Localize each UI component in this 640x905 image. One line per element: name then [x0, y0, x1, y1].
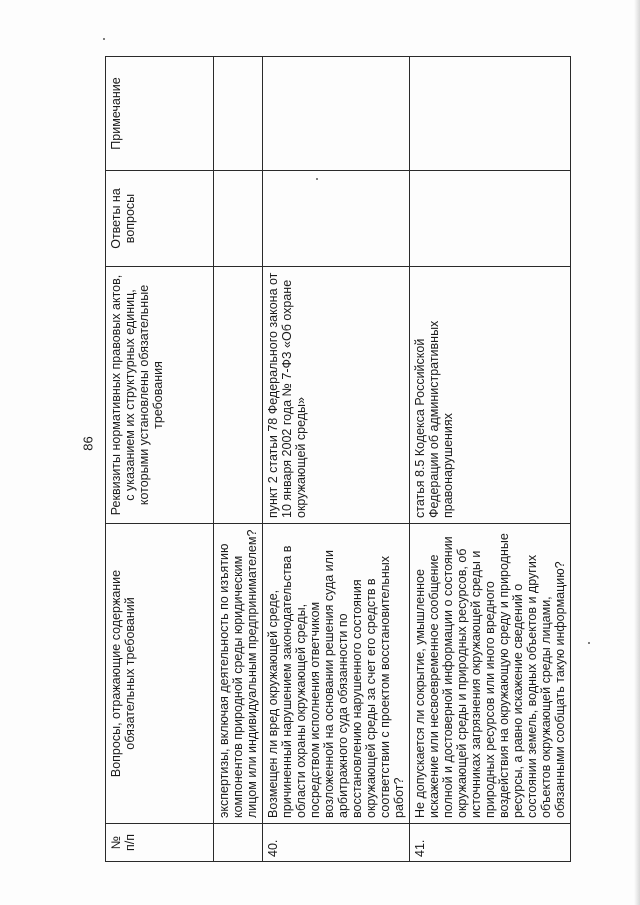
row-number [214, 824, 263, 862]
row-requisites: пункт 2 статьи 78 Федерального закона от 10 января 2002 года № 7-ФЗ «Об охране окружающей среды» [263, 267, 410, 524]
header-answers: Ответы на вопросы [106, 171, 214, 267]
scan-speck [588, 642, 590, 644]
table-row [410, 57, 571, 862]
row-number: 41. [410, 824, 571, 862]
row-requisites: статья 8.5 Кодекса Российской Федерации об административных правонарушениях [410, 267, 571, 524]
row-answer [214, 171, 263, 267]
row-number: 40. [263, 824, 410, 862]
row-answer [410, 171, 571, 267]
header-requisites: Реквизиты нормативных правовых актов, с указанием их структурных единиц, которыми установлены обязательные требования [106, 267, 214, 524]
row-question: Не допускается ли сокрытие, умышленное искажение или несвоевременное сообщение полной и достоверной информации о состоянии окружающей среды и природных ресурсов, об источниках загрязнения окружающей среды и природных ресурсов или иного вредного воздействия на окружающую среду и природные ресурсы, а равно искажение сведений о состоянии земель, водных объектов и других объектов окружающей среды лицами, обязанными сообщать такую информацию? [410, 524, 571, 824]
row-requisites [214, 267, 263, 524]
requirements-table [105, 56, 571, 862]
row-question: экспертизы, включая деятельность по изъятию компонентов природной среды юридическим лицом или индивидуальным предпринимателем? [214, 524, 263, 824]
header-num: № п/п [106, 824, 214, 862]
row-question: Возмещен ли вред окружающей среде, причиненный нарушением законодательства в области охраны окружающей среды, посредством исполнения ответчиком возложенной на основании решения суда или арбитражного суда обязанности по восстановлению нарушенного состояния окружающей среды за счет его средств в соответствии с проектом восстановительных работ? [263, 524, 410, 824]
header-question: Вопросы, отражающие содержание обязательных требований [106, 524, 214, 824]
row-answer [263, 171, 410, 267]
row-note [263, 57, 410, 171]
table-row [214, 57, 263, 862]
requirements-table-wrapper [105, 57, 567, 862]
table-header-row [106, 57, 214, 862]
row-note [410, 57, 571, 171]
table-row [263, 57, 410, 862]
page-edge-shadow [634, 0, 640, 905]
scan-speck [103, 38, 105, 40]
page-number: 86 [80, 436, 96, 451]
header-note: Примечание [106, 57, 214, 171]
row-note [214, 57, 263, 171]
